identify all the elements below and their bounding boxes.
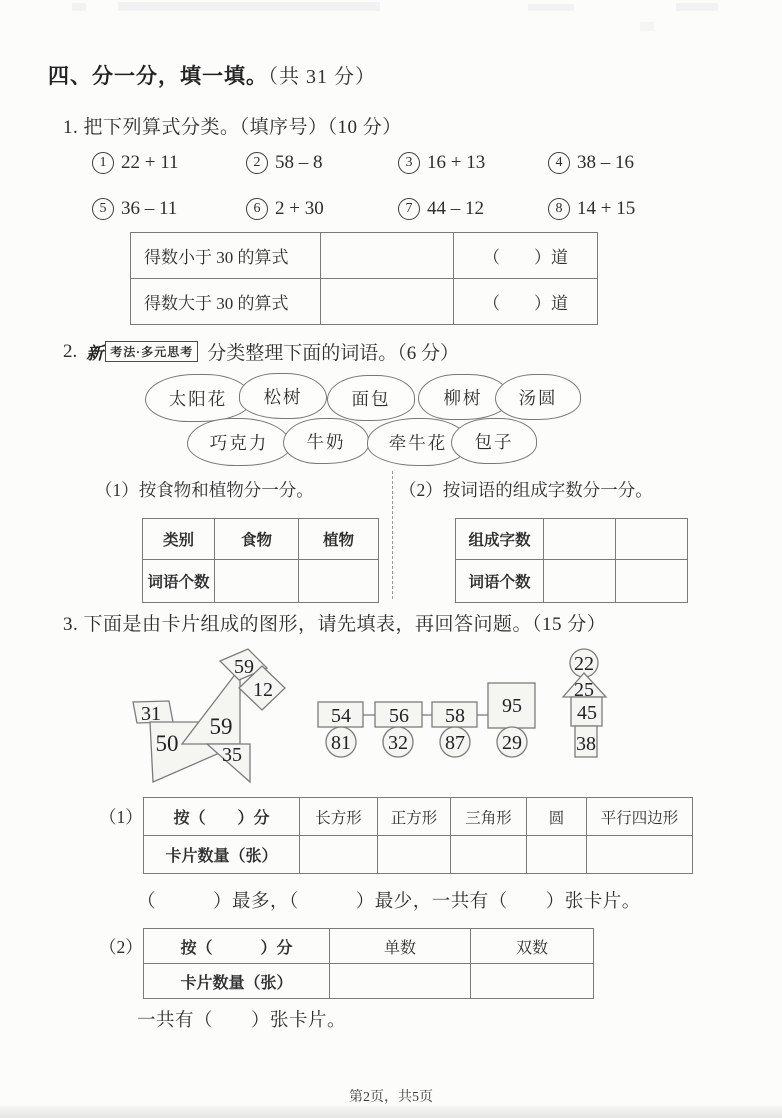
circled-number: 8 [548, 198, 570, 220]
equation-expression: 38 – 16 [577, 152, 634, 173]
row-label-cell: 组成字数 [456, 519, 544, 560]
equation-expression: 58 – 8 [275, 152, 323, 173]
card-number: 54 [331, 705, 351, 727]
equation-expression: 22 + 11 [121, 152, 179, 173]
equation-expression: 16 + 13 [427, 152, 486, 173]
table-row [456, 519, 688, 560]
equation-item [548, 152, 634, 174]
word-cloud: 包子 [451, 418, 537, 464]
page-number: 第2页，共5页 [349, 1090, 433, 1105]
scan-artifact [676, 3, 718, 11]
answer-cell [321, 279, 454, 325]
circled-number: 7 [398, 198, 420, 220]
circled-number: 2 [246, 152, 268, 174]
word-cloud: 太阳花 [145, 374, 251, 422]
header-cell: 单数 [330, 929, 471, 964]
header-cell: 植物 [299, 519, 379, 560]
table-row [144, 836, 693, 874]
header-cell: 正方形 [378, 798, 451, 836]
section-title-text: 四、分一分，填一填。 [48, 64, 268, 88]
word-cloud: 牛奶 [283, 418, 369, 464]
word-cloud: 牵牛花 [367, 418, 469, 466]
table-row [144, 964, 594, 999]
parity-classification-table [143, 928, 594, 999]
q2-heading-text: 分类整理下面的词语。（6 分） [207, 343, 460, 364]
card-number: 29 [502, 732, 522, 754]
badge-prefix: 新 [86, 344, 104, 363]
category-table [142, 518, 379, 603]
card-number: 35 [222, 744, 242, 766]
answer-cell [527, 836, 587, 874]
q2-sub2-title: （2）按词语的组成字数分一分。 [399, 480, 653, 500]
answer-cell [544, 560, 616, 603]
equation-item [548, 198, 635, 220]
card-number: 31 [141, 703, 161, 725]
answer-cell [378, 836, 451, 874]
header-cell: 双数 [471, 929, 594, 964]
header-cell: 平行四边形 [587, 798, 693, 836]
row-label-cell: 得数小于 30 的算式 [131, 233, 321, 279]
equation-expression: 2 + 30 [275, 198, 324, 219]
table-row [131, 233, 598, 279]
table-row [144, 798, 693, 836]
shape-classification-table [143, 797, 693, 874]
cards-figure [110, 640, 630, 805]
scan-artifact [72, 3, 86, 11]
equation-item [246, 152, 323, 174]
word-cloud: 面包 [327, 375, 415, 421]
word-cloud: 松树 [239, 373, 327, 419]
card-number: 59 [234, 656, 254, 678]
answer-cell [451, 836, 527, 874]
q2-sub1-title: （1）按食物和植物分一分。 [95, 480, 314, 500]
card-number: 95 [502, 695, 522, 717]
q3-sub2-fill-line: 一共有（ ）张卡片。 [137, 1011, 347, 1031]
card-number: 56 [389, 705, 409, 727]
count-cell: （ ）道 [454, 279, 598, 325]
answer-cell [471, 964, 594, 999]
row-label-cell: 词语个数 [456, 560, 544, 603]
scan-artifact [640, 22, 654, 31]
header-cell: 长方形 [300, 798, 378, 836]
header-cell: 食物 [215, 519, 299, 560]
q3-sub2-label: （2） [99, 937, 143, 957]
section-title [48, 60, 376, 90]
answer-cell [616, 519, 688, 560]
card-number: 22 [574, 653, 594, 675]
table-row [456, 560, 688, 603]
card-number: 32 [388, 732, 408, 754]
header-cell: 三角形 [451, 798, 527, 836]
equation-item [398, 198, 484, 220]
table-row [131, 279, 598, 325]
card-number: 12 [253, 679, 273, 701]
answer-cell [616, 560, 688, 603]
equation-expression: 36 – 11 [121, 198, 178, 219]
word-cloud: 汤圆 [495, 374, 581, 420]
q3-sub1-fill-line: （ ）最多，（ ）最少，一共有（ ）张卡片。 [137, 892, 641, 912]
header-cell: 类别 [143, 519, 215, 560]
card-number: 38 [576, 733, 596, 755]
card-number: 25 [574, 679, 594, 701]
answer-cell [321, 233, 454, 279]
word-cloud: 柳树 [418, 374, 508, 420]
card-number: 58 [445, 705, 465, 727]
answer-cell [587, 836, 693, 874]
section-points: （共 31 分） [268, 66, 376, 88]
card-number: 59 [209, 714, 233, 739]
answer-cell [215, 560, 299, 603]
circled-number: 5 [92, 198, 114, 220]
dashed-divider [392, 471, 393, 599]
table-row [143, 560, 379, 603]
count-cell: （ ）道 [454, 233, 598, 279]
q2-number: 2. [63, 340, 78, 362]
table-row [143, 519, 379, 560]
header-cell: 按（ ）分 [144, 929, 330, 964]
equation-item [92, 198, 177, 220]
circled-number: 6 [246, 198, 268, 220]
q3-sub1-label: （1） [99, 807, 143, 827]
card-number: 45 [577, 702, 597, 724]
new-method-badge [86, 339, 198, 364]
row-label-cell: 卡片数量（张） [144, 964, 330, 999]
q1-heading: 1. 把下列算式分类。（填序号）（10 分） [63, 117, 402, 138]
q1-results-table [130, 232, 598, 325]
card-number: 81 [331, 732, 351, 754]
scan-artifact [528, 4, 574, 11]
word-cloud: 巧克力 [187, 418, 291, 466]
row-label-cell: 得数大于 30 的算式 [131, 279, 321, 325]
equation-expression: 14 + 15 [577, 198, 636, 219]
header-cell: 按（ ）分 [144, 798, 300, 836]
scan-edge [0, 1106, 782, 1118]
table-row [144, 929, 594, 964]
equation-item [398, 152, 485, 174]
card-number: 50 [155, 731, 179, 756]
equation-item [92, 152, 179, 174]
card-number: 87 [445, 732, 465, 754]
circled-number: 1 [92, 152, 114, 174]
row-label-cell: 词语个数 [143, 560, 215, 603]
char-count-table [455, 518, 688, 603]
equation-item [246, 198, 324, 220]
header-cell: 圆 [527, 798, 587, 836]
row-label-cell: 卡片数量（张） [144, 836, 300, 874]
answer-cell [300, 836, 378, 874]
badge-label: 考法·多元思考 [105, 341, 198, 362]
circled-number: 4 [548, 152, 570, 174]
equation-expression: 44 – 12 [427, 198, 484, 219]
scan-artifact [118, 2, 380, 11]
answer-cell [330, 964, 471, 999]
q2-heading [63, 338, 459, 365]
q3-heading: 3. 下面是由卡片组成的图形，请先填表，再回答问题。（15 分） [63, 614, 607, 635]
answer-cell [299, 560, 379, 603]
answer-cell [544, 519, 616, 560]
circled-number: 3 [398, 152, 420, 174]
